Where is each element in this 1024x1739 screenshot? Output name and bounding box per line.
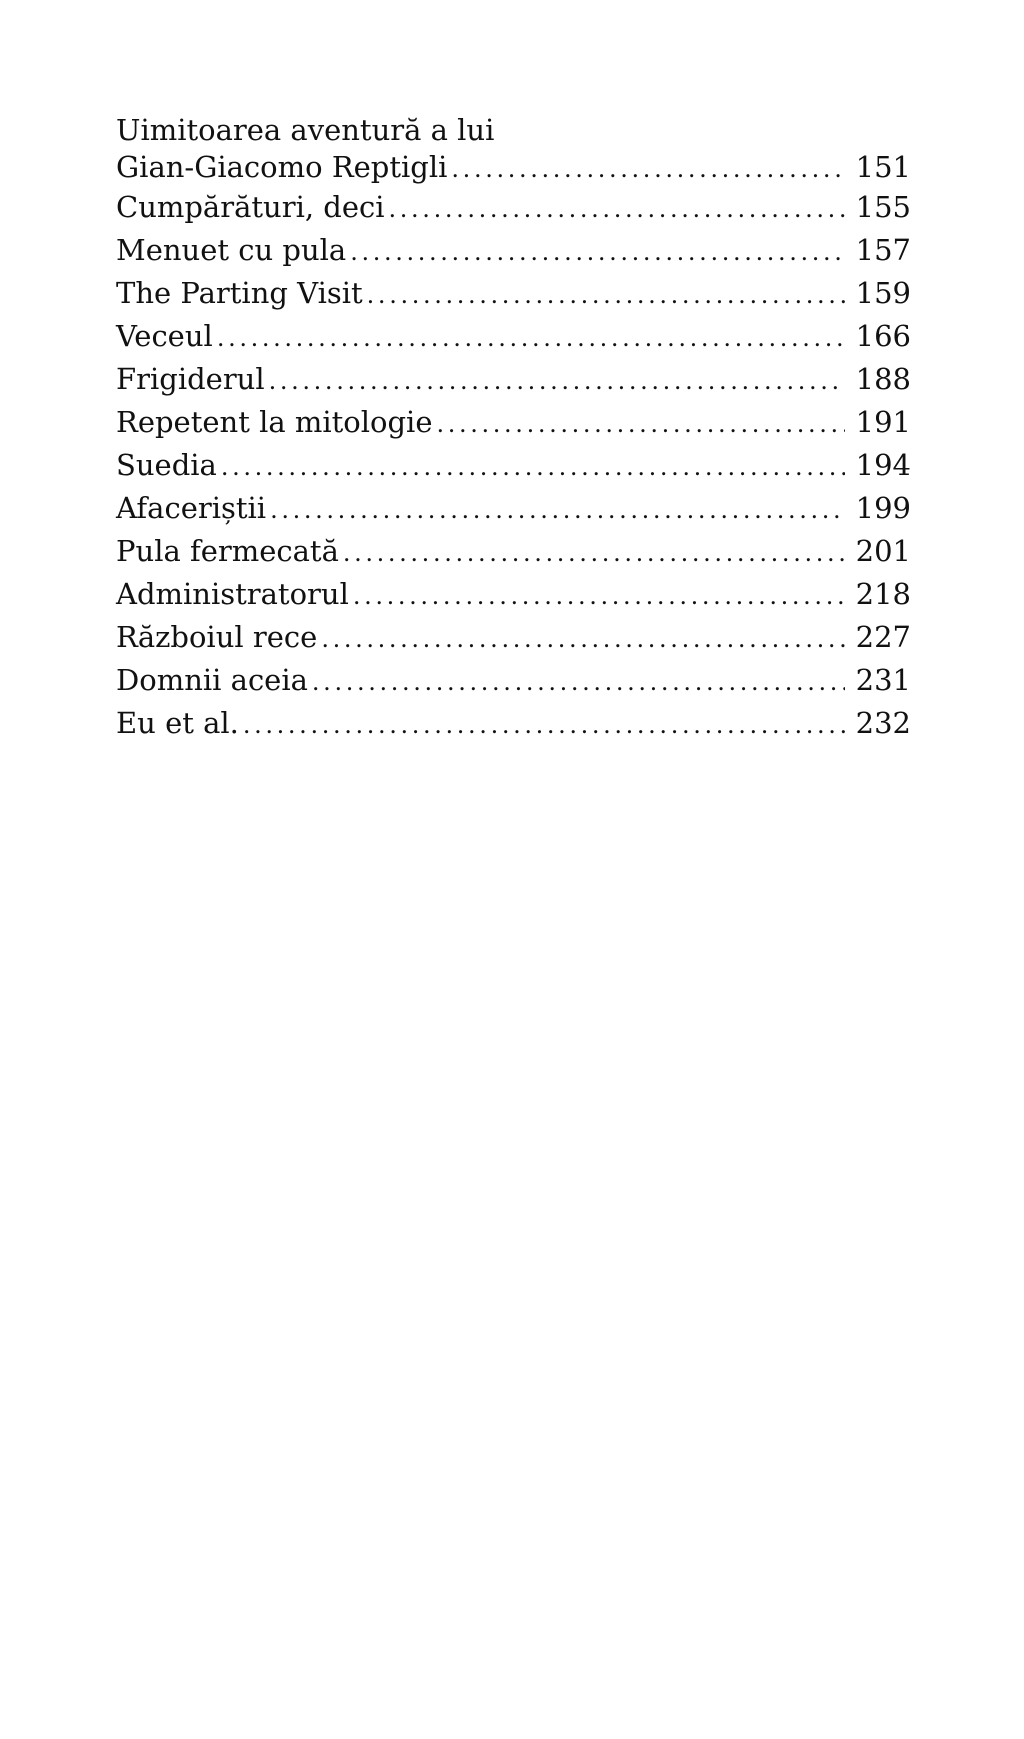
toc-entry-title: Frigiderul bbox=[116, 362, 265, 396]
toc-entry[interactable] bbox=[116, 315, 911, 358]
toc-entry-page: 231 bbox=[855, 663, 911, 697]
toc-entry-title: Cumpărături, deci bbox=[116, 190, 385, 224]
toc-entry-title: The Parting Visit bbox=[116, 276, 363, 310]
dot-leader bbox=[353, 575, 845, 618]
toc-entry-title: Administratorul bbox=[116, 577, 349, 611]
toc-entry[interactable] bbox=[116, 358, 911, 401]
toc-entry-title: Gian-Giacomo Reptigli bbox=[116, 150, 448, 184]
toc-entry-page: 191 bbox=[855, 405, 911, 439]
toc-entry[interactable] bbox=[116, 616, 911, 659]
toc-entry-title: Veceul bbox=[116, 319, 213, 353]
dot-leader bbox=[269, 360, 845, 403]
toc-entry-page: 159 bbox=[855, 276, 911, 310]
toc-entry-page: 201 bbox=[855, 534, 911, 568]
toc-entry-page: 166 bbox=[855, 319, 911, 353]
toc-entry[interactable] bbox=[116, 444, 911, 487]
toc-entry-title: Repetent la mitologie bbox=[116, 405, 433, 439]
toc-entry-title: Pula fermecată bbox=[116, 534, 339, 568]
toc-entry[interactable] bbox=[116, 148, 911, 186]
toc-entry-page: 157 bbox=[855, 233, 911, 267]
toc-entry-title-line: Uimitoarea aventură a lui bbox=[116, 113, 495, 147]
toc-entry-page: 194 bbox=[855, 448, 911, 482]
dot-leader bbox=[217, 317, 845, 360]
toc-entry-page: 151 bbox=[855, 150, 911, 184]
toc-entry[interactable] bbox=[116, 702, 911, 745]
toc-entry[interactable] bbox=[116, 186, 911, 229]
toc-entry[interactable] bbox=[116, 659, 911, 702]
toc-entry-title: Menuet cu pula bbox=[116, 233, 347, 267]
toc-entry[interactable] bbox=[116, 229, 911, 272]
toc-entry-page: 227 bbox=[855, 620, 911, 654]
toc-entry[interactable] bbox=[116, 530, 911, 573]
dot-leader bbox=[321, 618, 845, 661]
toc-entry-page: 199 bbox=[855, 491, 911, 525]
toc-entry-title: Suedia bbox=[116, 448, 217, 482]
toc-entry-page: 155 bbox=[855, 190, 911, 224]
toc-entry-title: Eu et al. bbox=[116, 706, 239, 740]
dot-leader bbox=[437, 403, 846, 446]
dot-leader bbox=[389, 188, 845, 231]
toc-entry-title: Domnii aceia bbox=[116, 663, 308, 697]
toc-entry[interactable] bbox=[116, 401, 911, 444]
toc-entry[interactable] bbox=[116, 272, 911, 315]
table-of-contents bbox=[116, 112, 911, 745]
dot-leader bbox=[243, 704, 845, 747]
dot-leader bbox=[451, 150, 845, 188]
toc-entry-title: Afaceriștii bbox=[116, 491, 267, 525]
toc-entry[interactable] bbox=[116, 487, 911, 530]
dot-leader bbox=[221, 446, 845, 489]
dot-leader bbox=[343, 532, 845, 575]
toc-entry-page: 218 bbox=[855, 577, 911, 611]
toc-entry-page: 232 bbox=[855, 706, 911, 740]
toc-entry-page: 188 bbox=[855, 362, 911, 396]
dot-leader bbox=[312, 661, 845, 704]
toc-entry[interactable] bbox=[116, 573, 911, 616]
dot-leader bbox=[367, 274, 845, 317]
dot-leader bbox=[350, 231, 845, 274]
dot-leader bbox=[270, 489, 845, 532]
toc-entry-title: Războiul rece bbox=[116, 620, 318, 654]
